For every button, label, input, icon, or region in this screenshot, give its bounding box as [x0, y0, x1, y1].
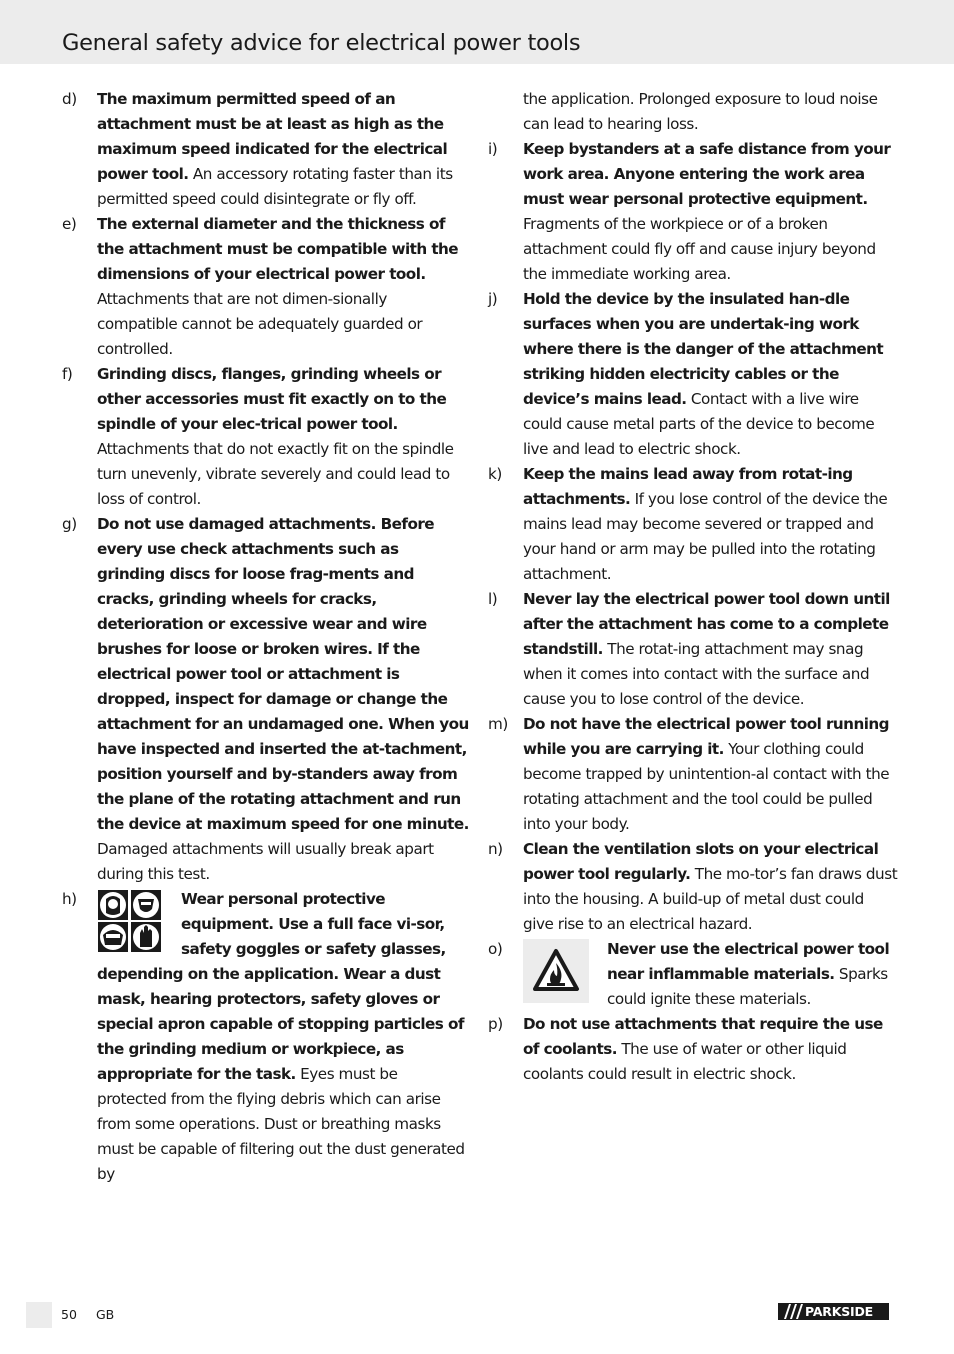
item-heading: Never lay the electrical power tool down until after the attachment has come to a complete standstill.	[523, 590, 890, 658]
item-heading: Keep the mains lead away from rotat-ing attachments.	[523, 465, 853, 508]
item-text: Sparks could ignite these materials.	[607, 965, 888, 1008]
item-letter: e)	[62, 215, 77, 233]
item-text: Contact with a live wire could cause metal parts of the device to become live and lead to electric shock.	[523, 390, 875, 458]
safety-item-n	[488, 837, 898, 937]
left-column	[62, 87, 470, 1187]
safety-item-h	[62, 887, 470, 1187]
language-code: GB	[96, 1307, 115, 1322]
continuation-text: the application. Prolonged exposure to loud noise can lead to hearing loss.	[523, 90, 878, 133]
fire-warning-icon	[523, 939, 589, 1003]
safety-item-d	[62, 87, 470, 212]
safety-item-i	[488, 137, 898, 287]
item-text: An accessory rotating faster than its permitted speed could disintegrate or fly off.	[97, 165, 453, 208]
right-column	[488, 87, 898, 1087]
item-text: Attachments that are not dimen-sionally compatible cannot be adequately guarded or controlled.	[97, 290, 423, 358]
item-text: Fragments of the workpiece or of a broken attachment could fly off and cause injury beyond the immediate working area.	[523, 215, 876, 283]
item-letter: k)	[488, 465, 502, 483]
item-letter: d)	[62, 90, 77, 108]
item-letter: l)	[488, 590, 498, 608]
page-title: General safety advice for electrical power tools	[62, 30, 581, 56]
item-letter: g)	[62, 515, 77, 533]
footer-marker	[26, 1302, 52, 1328]
brand-logo	[778, 1303, 889, 1320]
item-heading: The maximum permitted speed of an attachment must be at least as high as the maximum speed indicated for the electrical power tool.	[97, 90, 448, 183]
safety-item-k	[488, 462, 898, 587]
safety-item-l	[488, 587, 898, 712]
item-letter: j)	[488, 290, 498, 308]
item-letter: n)	[488, 840, 503, 858]
protective-equipment-icon	[97, 889, 173, 953]
item-letter: i)	[488, 140, 498, 158]
item-text: Your clothing could become trapped by unintention-al contact with the rotating attachment and the tool could be pulled into your body.	[523, 740, 890, 833]
item-heading: Hold the device by the insulated han-dle surfaces when you are undertak-ing work where there is the danger of the attachment striking hidden electricity cables or the device’s mains lead.	[523, 290, 884, 408]
safety-item-g	[62, 512, 470, 887]
item-letter: h)	[62, 890, 77, 908]
item-heading: Keep bystanders at a safe distance from your work area. Anyone entering the work area must wear personal protective equipment.	[523, 140, 891, 208]
item-text: Damaged attachments will usually break apart during this test.	[97, 840, 434, 883]
safety-item-m	[488, 712, 898, 837]
item-letter: p)	[488, 1015, 503, 1033]
page-number: 50	[61, 1307, 77, 1322]
item-heading: Wear personal protective equipment. Use a full face vi-sor, safety goggles or safety glasses, depending on the application. Wear a dust mask, hearing protectors, safety gloves or special apron capable of stopping particles of the grinding medium or workpiece, as appropriate for the task.	[97, 890, 464, 1083]
item-text: The mo-tor’s fan draws dust into the housing. A build-up of metal dust could give rise to an electrical hazard.	[523, 865, 898, 933]
safety-item-o	[488, 937, 898, 1012]
safety-item-p	[488, 1012, 898, 1087]
item-letter: o)	[488, 940, 503, 958]
logo-stripes-icon	[780, 1304, 804, 1319]
safety-item-j	[488, 287, 898, 462]
item-text: The rotat-ing attachment may snag when it comes into contact with the surface and cause you to lose control of the device.	[523, 640, 870, 708]
item-text: Attachments that do not exactly fit on the spindle turn unevenly, vibrate severely and could lead to loss of control.	[97, 440, 454, 508]
item-heading: Clean the ventilation slots on your electrical power tool regularly.	[523, 840, 879, 883]
safety-item-f	[62, 362, 470, 512]
item-text: Eyes must be protected from the flying debris which can arise from some operations. Dust or breathing masks must be capable of filtering out the dust generated by	[97, 1065, 465, 1183]
page-header	[0, 0, 954, 64]
item-heading: Do not use attachments that require the use of coolants.	[523, 1015, 883, 1058]
item-heading: Grinding discs, flanges, grinding wheels or other accessories must fit exactly on to the spindle of your elec-trical power tool.	[97, 365, 447, 433]
brand-name: PARKSIDE	[805, 1304, 873, 1319]
item-text: The use of water or other liquid coolants could result in electric shock.	[523, 1040, 847, 1083]
item-heading: Do not have the electrical power tool running while you are carrying it.	[523, 715, 889, 758]
item-heading: Never use the electrical power tool near inflammable materials.	[607, 940, 890, 983]
item-heading: Do not use damaged attachments. Before every use check attachments such as grinding discs for loose frag-ments and cracks, grinding wheels for cracks, deterioration or excessive wear and wire brushes for loose or broken wires. If the electrical power tool or attachment is dropped, inspect for damage or change the attachment for an undamaged one. When you have inspected and inserted the at-tachment, position yourself and by-standers away from the plane of the rotating attachment and run the device at maximum speed for one minute.	[97, 515, 469, 833]
item-letter: m)	[488, 715, 508, 733]
safety-item-e	[62, 212, 470, 362]
item-heading: The external diameter and the thickness of the attachment must be compatible with the dimensions of your electrical power tool.	[97, 215, 459, 283]
item-text: If you lose control of the device the mains lead may become severed or trapped and your hand or arm may be pulled into the rotating attachment.	[523, 490, 888, 583]
item-letter: f)	[62, 365, 73, 383]
